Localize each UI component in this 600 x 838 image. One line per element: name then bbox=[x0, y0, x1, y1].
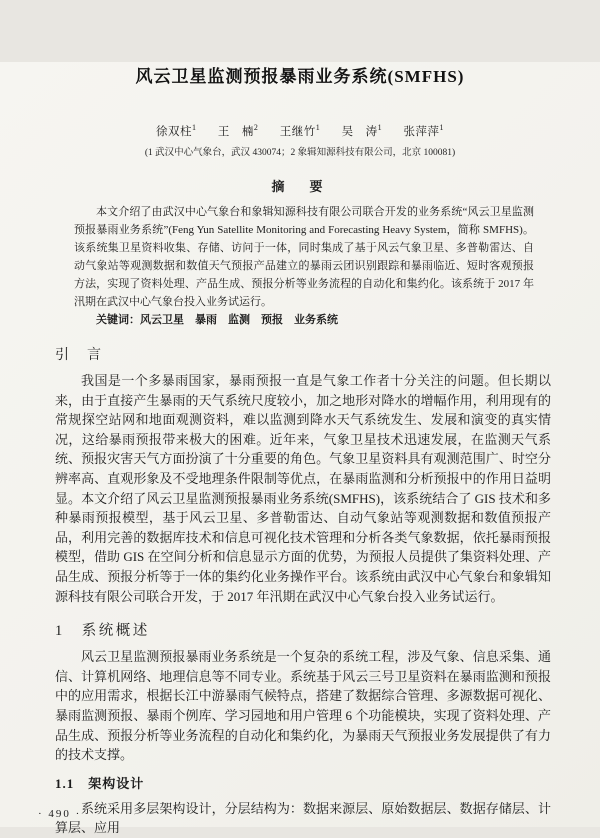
subsection-1-1-paragraph bbox=[55, 799, 551, 838]
author-list bbox=[0, 123, 600, 139]
section-1-paragraph bbox=[55, 647, 551, 765]
keywords-line: 关键词：风云卫星 暴雨 监测 预报 业务系统 bbox=[96, 314, 338, 326]
author-affiliation-mark: 1 bbox=[315, 123, 321, 133]
author bbox=[403, 123, 445, 138]
section-1-text: 风云卫星监测预报暴雨业务系统是一个复杂的系统工程，涉及气象、信息采集、通信、计算机网络、地理信息等不同专业。系统基于风云三号卫星资料在暴雨监测和预报中的应用需求，根据长江中游暴雨气候特点，搭建了数据综合管理、多源数据可视化、暴雨监测预报、暴雨个例库、学习园地和用户管理 6 个功能模块，实现了资料处理、产品生成、预报分析等业务流程的自动化和集约化，为暴雨天气预报业务发展提供了有力的技术支撑。 bbox=[55, 649, 551, 763]
author-affiliation-mark: 1 bbox=[192, 123, 197, 133]
author-affiliation-mark: 1 bbox=[377, 123, 383, 133]
author-affiliation-mark: 1 bbox=[439, 123, 444, 133]
subsection-1-1-text: 系统采用多层架构设计，分层结构为：数据来源层、原始数据层、数据存储层、计算层、应用 bbox=[55, 800, 551, 836]
introduction-text: 我国是一个多暴雨国家，暴雨预报一直是气象工作者十分关注的问题。但长期以来，由于直接产生暴雨的天气系统尺度较小，加之地形对降水的增幅作用，利用现有的常规探空站网和地面观测资料，难以监测到降水天气系统发生、发展和演变的真实情况，这给暴雨预报带来极大的困难。近年来，气象卫星技术迅速发展，在监测天气系统、预报灾害天气方面扮演了十分重要的角色。气象卫星资料具有观测范围广、时空分辨率高、直观形象及不受地理条件限制等优点，在暴雨监测和分析预报中的作用日益明显。本文介绍了风云卫星监测预报暴雨业务系统(SMFHS)，该系统结合了 GIS 技术和多种暴雨预报模型，基于风云卫星、多普勒雷达、自动气象站等观测数据和数值预报产品，利用完善的数据库技术和信息可视化技术管理和分析各类气象数据，依托暴雨预报模型，借助 GIS 在空间分析和信息显示方面的优势，为预报人员提供了集资料处理、产品生成、预报分析等于一体的集约化业务操作平台。该系统由武汉中心气象台和象辑知源科技有限公司联合开发，于 2017 年汛期在武汉中心气象台投入业务试运行。 bbox=[55, 373, 551, 604]
author bbox=[156, 123, 197, 138]
page-number: · 490 · bbox=[38, 808, 82, 820]
author-name: 王继竹 bbox=[279, 126, 316, 138]
author-name: 张萍萍 bbox=[403, 126, 440, 138]
author-name: 徐双柱 bbox=[156, 126, 192, 138]
abstract-heading: 摘 要 bbox=[271, 179, 329, 194]
affiliation-line: (1 武汉中心气象台，武汉 430074；2 象辑知源科技有限公司，北京 100081) bbox=[144, 148, 456, 158]
author-name: 王 楠 bbox=[217, 126, 254, 138]
author bbox=[341, 123, 383, 138]
abstract-paragraph bbox=[74, 203, 534, 311]
introduction-paragraph bbox=[55, 371, 551, 606]
author bbox=[217, 123, 259, 138]
author bbox=[279, 123, 321, 138]
paper-page bbox=[0, 62, 600, 836]
section-1-heading: 1 系统概述 bbox=[55, 623, 150, 640]
page-title: 风云卫星监测预报暴雨业务系统(SMFHS) bbox=[135, 67, 465, 86]
subsection-1-1-heading: 1.1 架构设计 bbox=[55, 775, 145, 791]
abstract-text: 本文介绍了由武汉中心气象台和象辑知源科技有限公司联合开发的业务系统“风云卫星监测预报暴雨业务系统”(Feng Yun Satellite Monitoring and Forecasting Heavy System，简称 SMFHS)。该系统集卫星资料收集、存储、访问于一体，同时集成了基于风云气象卫星、多普勒雷达、自动气象站等观测数据和数值天气预报产品建立的暴雨云团识别跟踪和暴雨临近、短时客观预报方法，实现了资料处理、产品生成、预报分析等业务流程的自动化和集约化。该系统于 2017 年汛期在武汉中心气象台投入业务试运行。 bbox=[74, 206, 534, 308]
introduction-heading: 引 言 bbox=[55, 348, 103, 363]
author-name: 吴 涛 bbox=[341, 126, 378, 138]
author-affiliation-mark: 2 bbox=[253, 123, 259, 133]
